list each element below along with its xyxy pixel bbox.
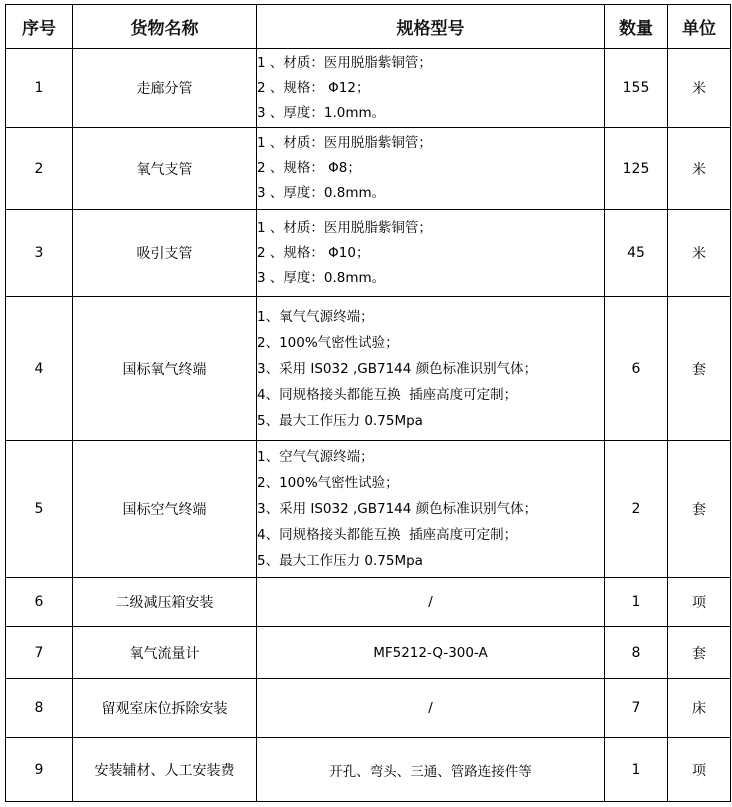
goods-table [5,4,731,802]
row-index: 6 [6,578,73,627]
row-unit: 套 [668,441,731,578]
spec-line: 5、最大工作压力 0.75Mpa [257,553,423,569]
row-unit: 项 [668,738,731,802]
spec-line: 1、氧气气源终端； [257,308,374,325]
table-row [6,210,731,297]
spec-line: 4、同规格接头都能互换 插座高度可定制； [257,527,518,543]
row-name: 二级减压箱安装 [73,578,257,627]
row-name: 留观室床位拆除安装 [73,679,257,738]
spec-line: 2 、规格： Φ8； [257,160,361,176]
row-spec [257,441,605,578]
row-index: 2 [6,128,73,210]
table-row [6,679,731,738]
table-row [6,128,731,210]
row-qty: 6 [605,297,668,441]
row-unit: 床 [668,679,731,738]
row-spec [257,210,605,297]
row-qty: 1 [605,578,668,627]
row-unit: 项 [668,578,731,627]
spec-line: 2、100%气密性试验； [257,475,399,491]
table-row [6,441,731,578]
spec-line: 2、100%气密性试验； [257,334,399,351]
row-qty: 45 [605,210,668,297]
table-row [6,627,731,679]
table-row [6,49,731,128]
header-qty: 数量 [605,5,668,49]
row-spec: / [257,679,605,738]
row-qty: 8 [605,627,668,679]
row-qty: 2 [605,441,668,578]
row-name: 氧气流量计 [73,627,257,679]
row-spec [257,49,605,128]
row-unit: 套 [668,297,731,441]
spec-line: 2 、规格： Φ12； [257,79,370,96]
row-qty: 7 [605,679,668,738]
row-name: 走廊分管 [73,49,257,128]
row-index: 5 [6,441,73,578]
spec-line: 3、采用 IS032 ,GB7144 颜色标准识别气体； [257,501,538,517]
header-name: 货物名称 [73,5,257,49]
row-name: 国标空气终端 [73,441,257,578]
row-qty: 155 [605,49,668,128]
row-index: 8 [6,679,73,738]
row-unit: 套 [668,627,731,679]
spec-line: 1 、材质：医用脱脂紫铜管； [257,135,432,151]
header-index: 序号 [6,5,73,49]
spec-line: 3 、厚度：0.8mm。 [257,269,386,286]
spec-line: 3 、厚度：0.8mm。 [257,185,386,201]
table-row [6,738,731,802]
spec-line: 3 、厚度：1.0mm。 [257,104,386,121]
row-spec: 开孔、弯头、三通、管路连接件等 [257,738,605,802]
spec-line: 1 、材质：医用脱脂紫铜管； [257,54,432,71]
row-name: 氧气支管 [73,128,257,210]
header-spec: 规格型号 [257,5,605,49]
row-spec: MF5212-Q-300-A [257,627,605,679]
table-header-row [6,5,731,49]
spec-line: 2 、规格： Φ10； [257,244,370,261]
row-unit: 米 [668,210,731,297]
row-spec [257,128,605,210]
row-index: 7 [6,627,73,679]
row-qty: 1 [605,738,668,802]
spec-line: 1 、材质：医用脱脂紫铜管； [257,219,432,236]
row-unit: 米 [668,49,731,128]
row-name: 安装辅材、人工安装费 [73,738,257,802]
row-index: 3 [6,210,73,297]
row-qty: 125 [605,128,668,210]
row-index: 9 [6,738,73,802]
spec-line: 4、同规格接头都能互换 插座高度可定制； [257,386,518,403]
row-spec [257,297,605,441]
spec-line: 5、最大工作压力 0.75Mpa [257,412,423,429]
row-name: 国标氧气终端 [73,297,257,441]
row-unit: 米 [668,128,731,210]
table-row [6,578,731,627]
row-spec: / [257,578,605,627]
header-unit: 单位 [668,5,731,49]
row-index: 4 [6,297,73,441]
row-index: 1 [6,49,73,128]
row-name: 吸引支管 [73,210,257,297]
table-row [6,297,731,441]
spec-line: 3、采用 IS032 ,GB7144 颜色标准识别气体； [257,360,538,377]
spec-line: 1、空气气源终端； [257,449,374,465]
